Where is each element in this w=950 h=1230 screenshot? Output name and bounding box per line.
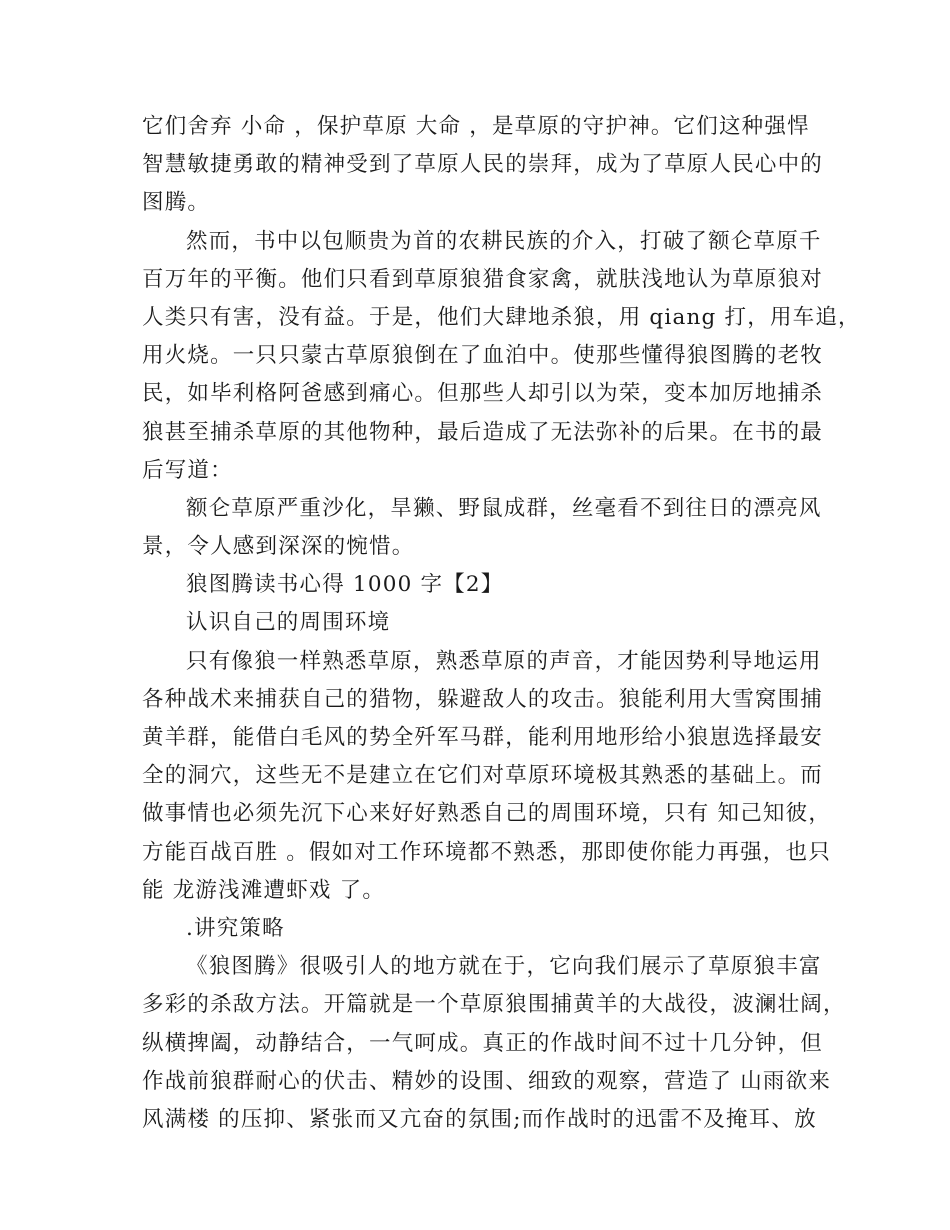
text-line: 百万年的平衡。他们只看到草原狼猎食家禽，就肤浅地认为草原狼对 — [142, 266, 824, 292]
text-line: 风满楼 的压抑、紧张而又亢奋的氛围;而作战时的迅雷不及掩耳、放 — [142, 1106, 817, 1132]
text-line: .讲究策略 — [186, 915, 285, 941]
text-line: 然而，书中以包顺贵为首的农耕民族的介入，打破了额仑草原千 — [186, 228, 822, 254]
text-line: 景，令人感到深深的惋惜。 — [142, 534, 415, 560]
text-line: 黄羊群，能借白毛风的势全歼军马群，能利用地形给小狼崽选择最安 — [142, 725, 824, 750]
text-line: 《狼图腾》很吸引人的地方就在于，它向我们展示了草原狼丰富 — [186, 954, 822, 980]
text-line: 后写道： — [142, 457, 233, 483]
text-line: 民，如毕利格阿爸感到痛心。但那些人却引以为荣，变本加厉地捕杀 — [142, 381, 824, 407]
text-line: 做事情也必须先沉下心来好好熟悉自己的周围环境，只有 知己知彼， — [142, 801, 832, 827]
text-line: 额仑草原严重沙化，旱獭、野鼠成群，丝毫看不到往日的漂亮风 — [186, 495, 822, 521]
text-line: 全的洞穴，这些无不是建立在它们对草原环境极其熟悉的基础上。而 — [142, 763, 824, 789]
text-line: 狼图腾读书心得 1000 字【2】 — [186, 572, 504, 598]
text-line: 能 龙游浅滩遭虾戏 了。 — [142, 877, 386, 903]
text-line: 多彩的杀敌方法。开篇就是一个草原狼围捕黄羊的大战役，波澜壮阔， — [142, 992, 846, 1018]
text-line: 作战前狼群耐心的伏击、精妙的设围、细致的观察，营造了 山雨欲来 — [142, 1068, 832, 1094]
document-body — [142, 108, 861, 1139]
text-line: 方能百战百胜 。假如对工作环境都不熟悉，那即使你能力再强，也只 — [142, 839, 832, 865]
text-line: 它们舍弃 小命 ，保护草原 大命 ，是草原的守护神。它们这种强悍 — [142, 114, 810, 139]
text-line: 只有像狼一样熟悉草原，熟悉草原的声音，才能因势利导地运用 — [186, 648, 822, 674]
text-line: 纵横捭阖，动静结合，一气呵成。真正的作战时间不过十几分钟，但 — [142, 1030, 824, 1056]
text-line: 智慧敏捷勇敢的精神受到了草原人民的崇拜，成为了草原人民心中的 — [142, 152, 824, 178]
text-line: 狼甚至捕杀草原的其他物种，最后造成了无法弥补的后果。在书的最 — [142, 419, 824, 445]
text-line: 认识自己的周围环境 — [186, 610, 391, 636]
text-line: 人类只有害，没有益。于是，他们大肆地杀狼，用 qiang 打，用车追， — [142, 304, 861, 330]
text-line: 各种战术来捕获自己的猎物，躲避敌人的攻击。狼能利用大雪窝围捕 — [142, 686, 824, 712]
text-line: 图腾。 — [142, 190, 211, 216]
text-line: 用火烧。一只只蒙古草原狼倒在了血泊中。使那些懂得狼图腾的老牧 — [142, 343, 824, 369]
